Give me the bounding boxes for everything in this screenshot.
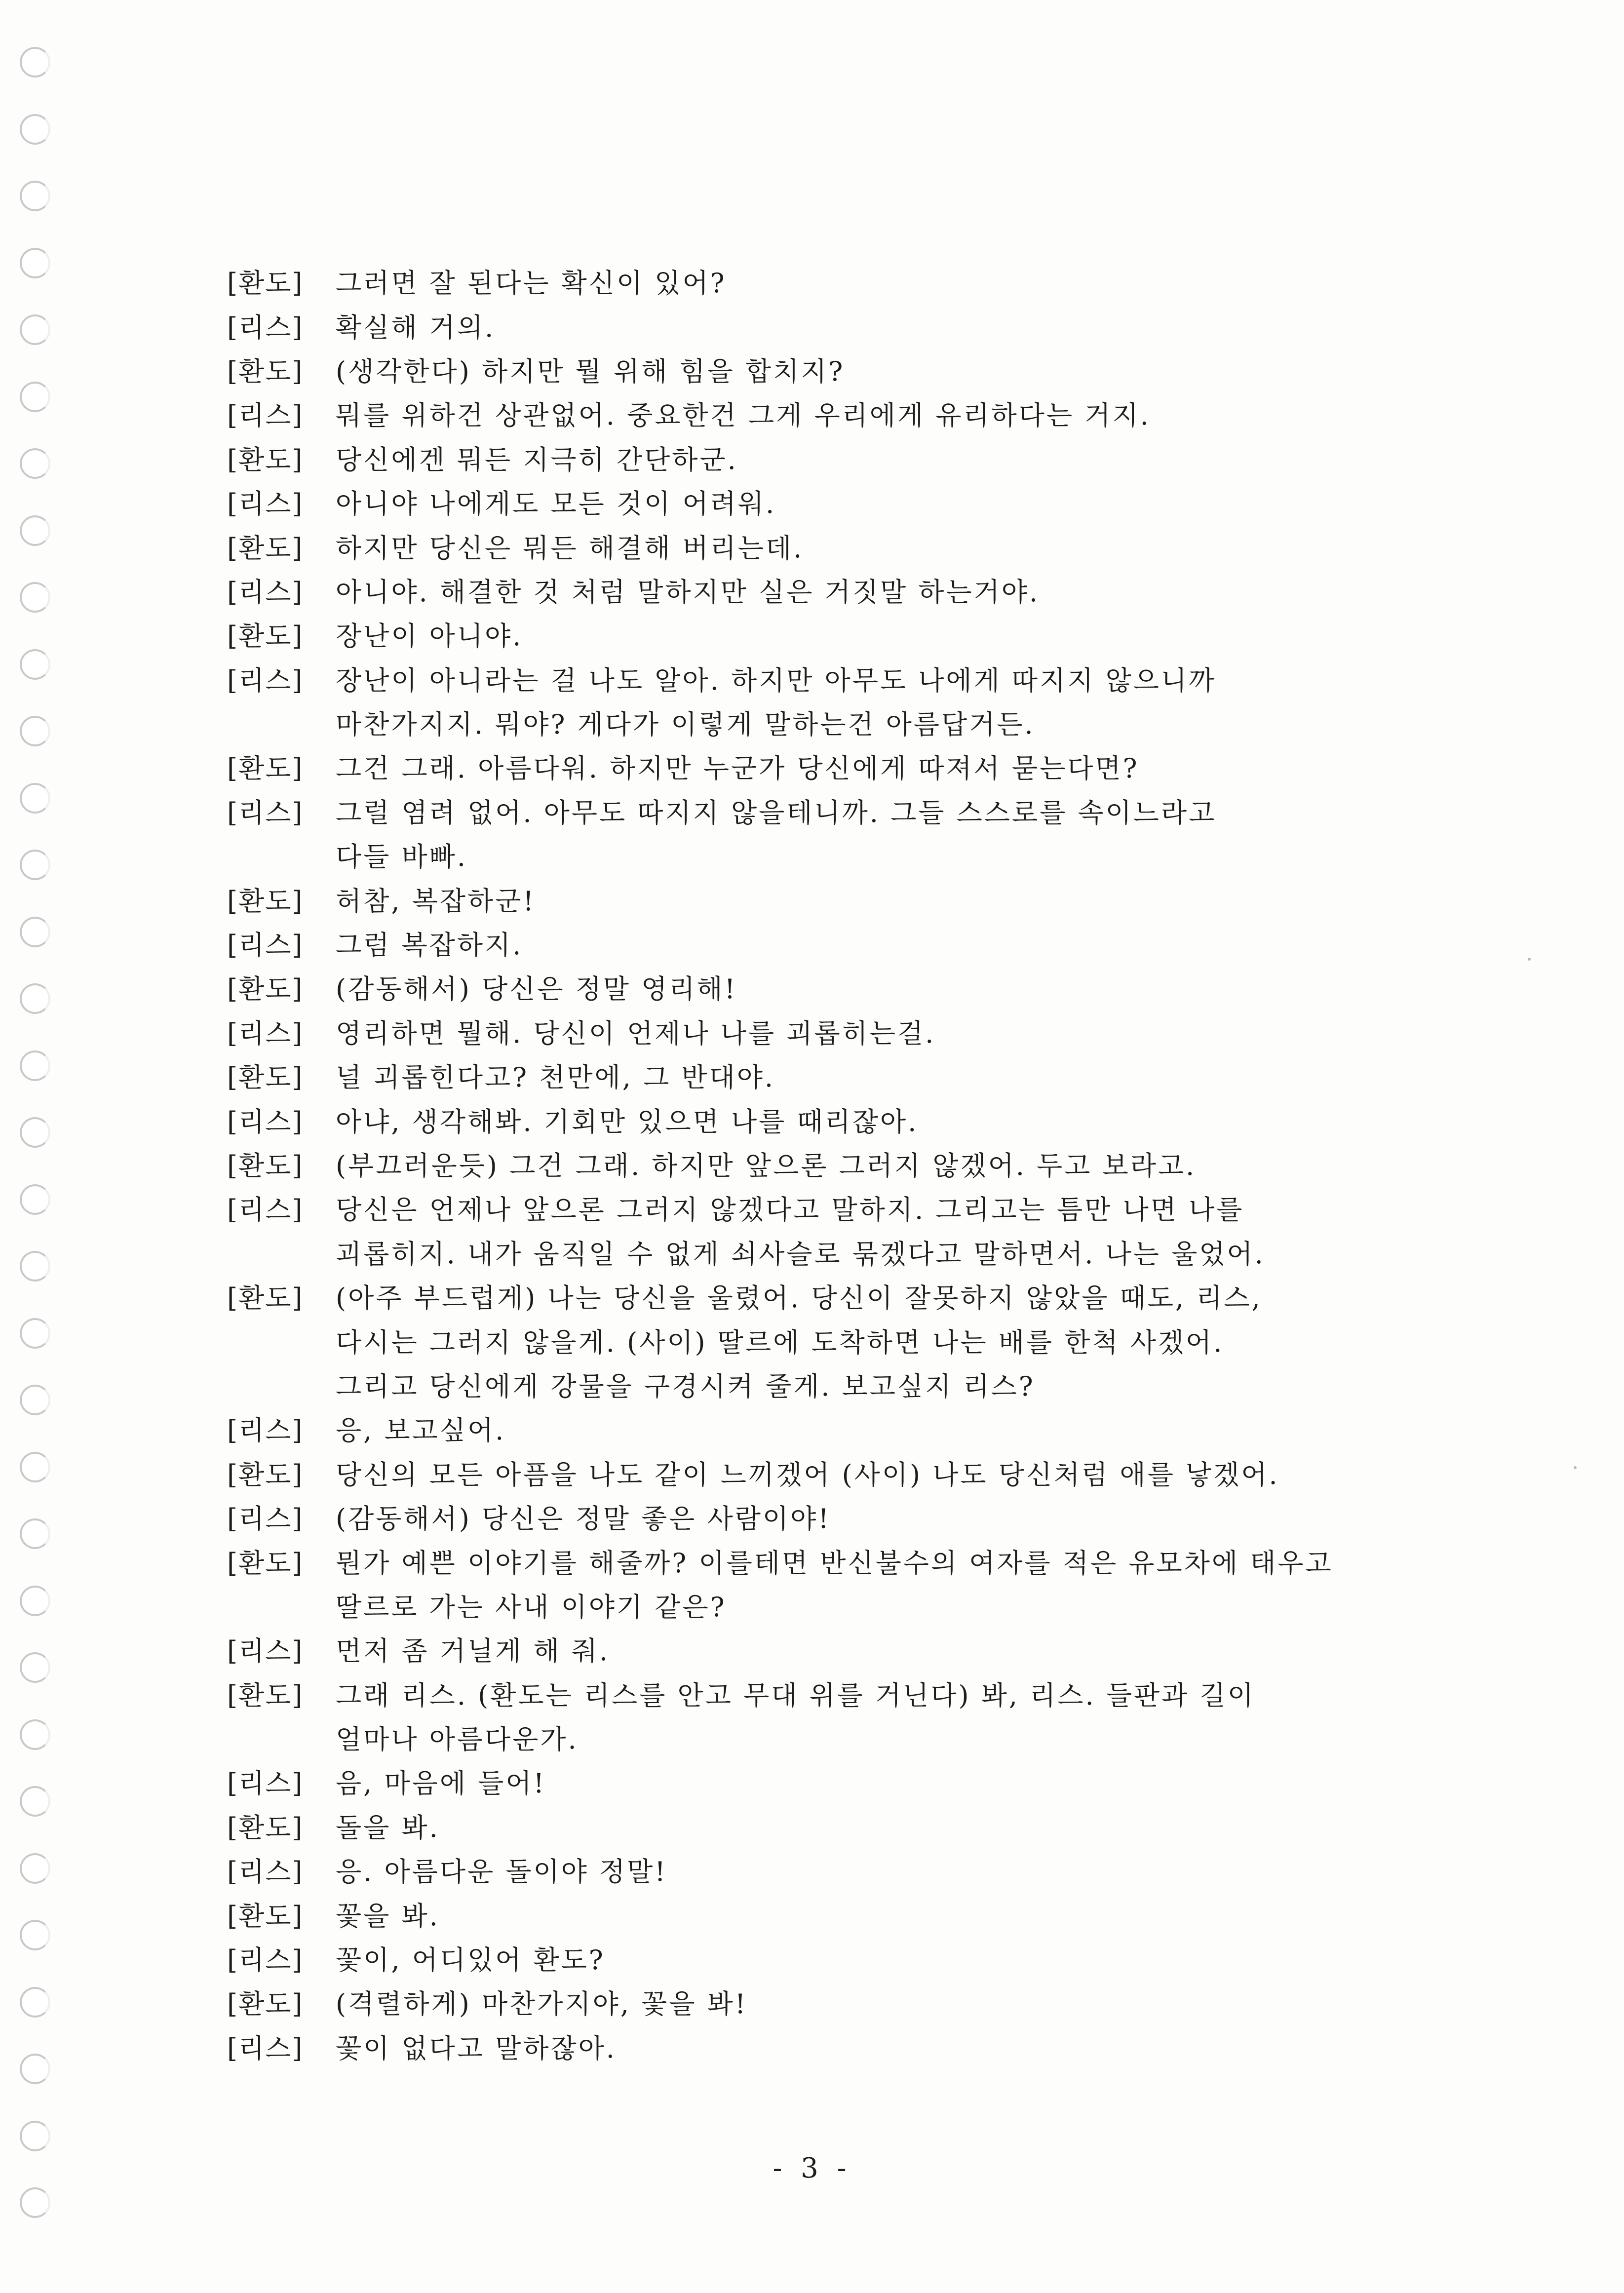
dialogue-line (227, 568, 1510, 612)
dialogue-text: 아냐, 생각해봐. 기회만 있으면 나를 때리잖아. (336, 1106, 919, 1137)
speaker-label: [환도] (227, 753, 304, 784)
dialogue-line (227, 1671, 1510, 1715)
binder-hole-icon (20, 582, 50, 613)
dialogue-line (227, 1362, 1510, 1406)
binder-hole-icon (20, 1184, 50, 1215)
binder-hole-icon (20, 1518, 50, 1549)
binder-hole-icon (20, 1920, 50, 1950)
speaker-label: [환도] (227, 1062, 304, 1093)
dialogue-line (227, 612, 1510, 656)
speaker-label: [환도] (227, 885, 304, 917)
speaker-label: [리스] (227, 1415, 304, 1446)
binder-hole-icon (20, 917, 50, 947)
dialogue-line (227, 744, 1510, 788)
dialogue-text: 영리하면 뭘해. 당신이 언제나 나를 괴롭히는걸. (336, 1017, 936, 1049)
dialogue-text: 그래 리스. (환도는 리스를 안고 무대 위를 거닌다) 봐, 리스. 들판과 길이 (336, 1679, 1255, 1711)
dialogue-line (227, 833, 1510, 877)
binder-hole-icon (20, 2187, 50, 2218)
paper-speck (1574, 1466, 1577, 1469)
dialogue-line (227, 921, 1510, 965)
dialogue-script (227, 259, 1510, 2068)
dialogue-text: 얼마나 아름다운가. (336, 1724, 579, 1755)
dialogue-line (227, 700, 1510, 744)
dialogue-line (227, 1230, 1510, 1274)
speaker-label: [리스] (227, 2032, 304, 2064)
dialogue-text: 딸르로 가는 사내 이야기 같은? (336, 1591, 727, 1623)
speaker-label: [환도] (227, 1150, 304, 1181)
paper-speck (1528, 958, 1531, 961)
dialogue-text: 아니야 나에게도 모든 것이 어려워. (336, 488, 776, 520)
dialogue-text: (격렬하게) 마찬가지야, 꽃을 봐! (336, 1988, 748, 2020)
dialogue-line (227, 436, 1510, 480)
dialogue-line (227, 1406, 1510, 1450)
speaker-label: [리스] (227, 488, 304, 520)
dialogue-line (227, 1097, 1510, 1141)
dialogue-line (227, 1010, 1510, 1053)
binder-holes (20, 47, 64, 2268)
binder-hole-icon (20, 1719, 50, 1750)
dialogue-text: 뭐를 위하건 상관없어. 중요한건 그게 우리에게 유리하다는 거지. (336, 400, 1151, 431)
binder-hole-icon (20, 850, 50, 880)
dialogue-line (227, 1715, 1510, 1759)
dialogue-line (227, 480, 1510, 524)
speaker-label: [환도] (227, 532, 304, 564)
speaker-label: [리스] (227, 1503, 304, 1535)
binder-hole-icon (20, 2121, 50, 2151)
speaker-label: [리스] (227, 1856, 304, 1888)
dialogue-line (227, 348, 1510, 391)
dialogue-line (227, 1186, 1510, 1230)
dialogue-text: 다시는 그러지 않을게. (사이) 딸르에 도착하면 나는 배를 한척 사겠어. (336, 1326, 1224, 1358)
binder-hole-icon (20, 1987, 50, 2018)
speaker-label: [리스] (227, 664, 304, 696)
dialogue-text: 돌을 봐. (336, 1812, 440, 1843)
dialogue-text: 널 괴롭힌다고? 천만에, 그 반대야. (336, 1062, 775, 1093)
dialogue-text: 마찬가지지. 뭐야? 게다가 이렇게 말하는건 아름답거든. (336, 709, 1035, 740)
dialogue-text: 먼저 좀 거닐게 해 줘. (336, 1635, 610, 1667)
binder-hole-icon (20, 448, 50, 479)
speaker-label: [환도] (227, 1900, 304, 1932)
binder-hole-icon (20, 1117, 50, 1148)
dialogue-text: 아니야. 해결한 것 처럼 말하지만 실은 거짓말 하는거야. (336, 576, 1040, 608)
binder-hole-icon (20, 1385, 50, 1415)
binder-hole-icon (20, 2054, 50, 2084)
binder-hole-icon (20, 248, 50, 278)
dialogue-text: 음, 마음에 들어! (336, 1768, 546, 1799)
dialogue-text: (부끄러운듯) 그건 그래. 하지만 앞으론 그러지 않겠어. 두고 보라고. (336, 1150, 1197, 1181)
speaker-label: [환도] (227, 444, 304, 475)
dialogue-line (227, 965, 1510, 1009)
dialogue-text: (감동해서) 당신은 정말 좋은 사람이야! (336, 1503, 831, 1535)
binder-hole-icon (20, 382, 50, 412)
binder-hole-icon (20, 1318, 50, 1349)
page-number: - 3 - (773, 2152, 851, 2184)
dialogue-text: 그럼 복잡하지. (336, 930, 523, 961)
dialogue-text: 당신의 모든 아픔을 나도 같이 느끼겠어 (사이) 나도 당신처럼 애를 낳겠어. (336, 1459, 1279, 1490)
dialogue-line (227, 1583, 1510, 1627)
dialogue-text: 응, 보고싶어. (336, 1415, 506, 1446)
binder-hole-icon (20, 1050, 50, 1081)
dialogue-line (227, 1759, 1510, 1803)
dialogue-text: 그리고 당신에게 강물을 구경시켜 줄게. 보고싶지 리스? (336, 1370, 1035, 1402)
dialogue-text: 그건 그래. 아름다워. 하지만 누군가 당신에게 따져서 묻는다면? (336, 753, 1139, 784)
dialogue-text: 장난이 아니라는 걸 나도 알아. 하지만 아무도 나에게 따지지 않으니까 (336, 664, 1217, 696)
dialogue-text: 뭔가 예쁜 이야기를 해줄까? 이를테면 반신불수의 여자를 적은 유모차에 태우고 (336, 1547, 1333, 1579)
dialogue-line (227, 1936, 1510, 1980)
speaker-label: [환도] (227, 1283, 304, 1314)
dialogue-text: 응. 아름다운 돌이야 정말! (336, 1856, 667, 1888)
speaker-label: [리스] (227, 1768, 304, 1799)
dialogue-line (227, 1848, 1510, 1892)
dialogue-text: (아주 부드럽게) 나는 당신을 울렸어. 당신이 잘못하지 않았을 때도, 리스, (336, 1283, 1262, 1314)
dialogue-text: 꽃이 없다고 말하잖아. (336, 2032, 617, 2064)
dialogue-line (227, 789, 1510, 833)
speaker-label: [환도] (227, 1812, 304, 1843)
speaker-label: [환도] (227, 1547, 304, 1579)
speaker-label: [리스] (227, 576, 304, 608)
dialogue-line (227, 1495, 1510, 1539)
dialogue-line (227, 1274, 1510, 1318)
dialogue-text: 다들 바빠. (336, 841, 467, 873)
binder-hole-icon (20, 1652, 50, 1683)
dialogue-text: 괴롭히지. 내가 움직일 수 없게 쇠사슬로 묶겠다고 말하면서. 나는 울었어. (336, 1238, 1265, 1270)
speaker-label: [리스] (227, 1017, 304, 1049)
speaker-label: [리스] (227, 1106, 304, 1137)
dialogue-text: 확실해 거의. (336, 311, 496, 343)
dialogue-text: 꽃이, 어디있어 환도? (336, 1944, 605, 1976)
binder-hole-icon (20, 1853, 50, 1884)
dialogue-line (227, 1980, 1510, 2024)
speaker-label: [환도] (227, 268, 304, 299)
binder-hole-icon (20, 649, 50, 680)
speaker-label: [환도] (227, 973, 304, 1005)
binder-hole-icon (20, 1452, 50, 1482)
binder-hole-icon (20, 114, 50, 145)
dialogue-text: (감동해서) 당신은 정말 영리해! (336, 973, 737, 1005)
dialogue-text: 허참, 복잡하군! (336, 885, 536, 917)
binder-hole-icon (20, 1251, 50, 1282)
dialogue-text: 그럴 염려 없어. 아무도 따지지 않을테니까. 그들 스스로를 속이느라고 (336, 797, 1217, 828)
binder-hole-icon (20, 181, 50, 211)
binder-hole-icon (20, 983, 50, 1014)
speaker-label: [리스] (227, 1194, 304, 1226)
dialogue-text: 당신은 언제나 앞으론 그러지 않겠다고 말하지. 그리고는 틈만 나면 나를 (336, 1194, 1244, 1226)
speaker-label: [환도] (227, 1679, 304, 1711)
binder-hole-icon (20, 783, 50, 814)
dialogue-text: 그러면 잘 된다는 확신이 있어? (336, 268, 727, 299)
dialogue-line (227, 1539, 1510, 1583)
binder-hole-icon (20, 1786, 50, 1817)
speaker-label: [리스] (227, 930, 304, 961)
dialogue-line (227, 2024, 1510, 2068)
binder-hole-icon (20, 716, 50, 746)
dialogue-line (227, 1627, 1510, 1671)
dialogue-line (227, 1318, 1510, 1362)
binder-hole-icon (20, 47, 50, 78)
binder-hole-icon (20, 314, 50, 345)
binder-hole-icon (20, 515, 50, 546)
binder-hole-icon (20, 1586, 50, 1616)
speaker-label: [리스] (227, 1635, 304, 1667)
speaker-label: [환도] (227, 355, 304, 387)
dialogue-line (227, 877, 1510, 921)
dialogue-line (227, 524, 1510, 568)
dialogue-line (227, 1892, 1510, 1936)
speaker-label: [리스] (227, 797, 304, 828)
dialogue-text: 장난이 아니야. (336, 621, 523, 652)
dialogue-text: 당신에겐 뭐든 지극히 간단하군. (336, 444, 738, 475)
dialogue-line (227, 259, 1510, 303)
dialogue-text: (생각한다) 하지만 뭘 위해 힘을 합치지? (336, 355, 845, 387)
speaker-label: [환도] (227, 1988, 304, 2020)
speaker-label: [환도] (227, 621, 304, 652)
speaker-label: [리스] (227, 400, 304, 431)
dialogue-line (227, 303, 1510, 347)
dialogue-line (227, 1451, 1510, 1495)
dialogue-line (227, 657, 1510, 700)
dialogue-line (227, 1142, 1510, 1186)
speaker-label: [리스] (227, 311, 304, 343)
dialogue-line (227, 1053, 1510, 1097)
speaker-label: [리스] (227, 1944, 304, 1976)
dialogue-line (227, 1804, 1510, 1848)
dialogue-line (227, 391, 1510, 435)
dialogue-text: 하지만 당신은 뭐든 해결해 버리는데. (336, 532, 804, 564)
dialogue-text: 꽃을 봐. (336, 1900, 440, 1932)
speaker-label: [환도] (227, 1459, 304, 1490)
